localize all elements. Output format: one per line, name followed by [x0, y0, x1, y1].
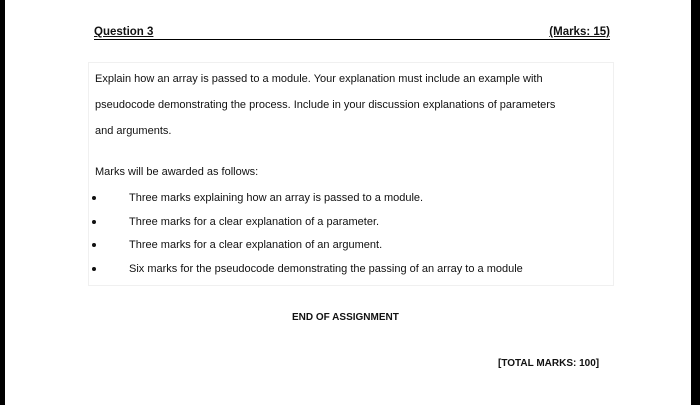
list-item-text: Three marks explaining how an array is passed to a module.: [129, 192, 424, 204]
body-line: pseudocode demonstrating the process. Include in your discussion explanations of parameters: [95, 99, 556, 111]
list-item-text: Six marks for the pseudocode demonstrating the passing of an array to a module: [129, 263, 523, 275]
question-title: Question 3: [94, 26, 154, 38]
bullet-icon: [92, 243, 96, 247]
body-line: Explain how an array is passed to a module. Your explanation must include an example with: [95, 73, 543, 85]
total-marks: [TOTAL MARKS: 100]: [498, 358, 600, 369]
left-black-edge: [0, 0, 5, 405]
body-line: and arguments.: [95, 125, 172, 137]
bullet-icon: [92, 267, 96, 271]
question-header: [94, 26, 610, 40]
list-item: [92, 237, 612, 253]
list-item-text: Three marks for a clear explanation of a parameter.: [129, 216, 380, 228]
question-marks: (Marks: 15): [549, 26, 610, 38]
question-body: [95, 66, 605, 144]
bullet-icon: [92, 220, 96, 224]
right-black-edge: [691, 0, 700, 405]
list-item: [92, 261, 612, 277]
list-item: [92, 190, 612, 206]
list-item-text: Three marks for a clear explanation of an argument.: [129, 239, 383, 251]
end-of-assignment: END OF ASSIGNMENT: [292, 312, 399, 323]
list-item: [92, 214, 612, 230]
marking-intro: Marks will be awarded as follows:: [95, 166, 259, 178]
bullet-icon: [92, 196, 96, 200]
